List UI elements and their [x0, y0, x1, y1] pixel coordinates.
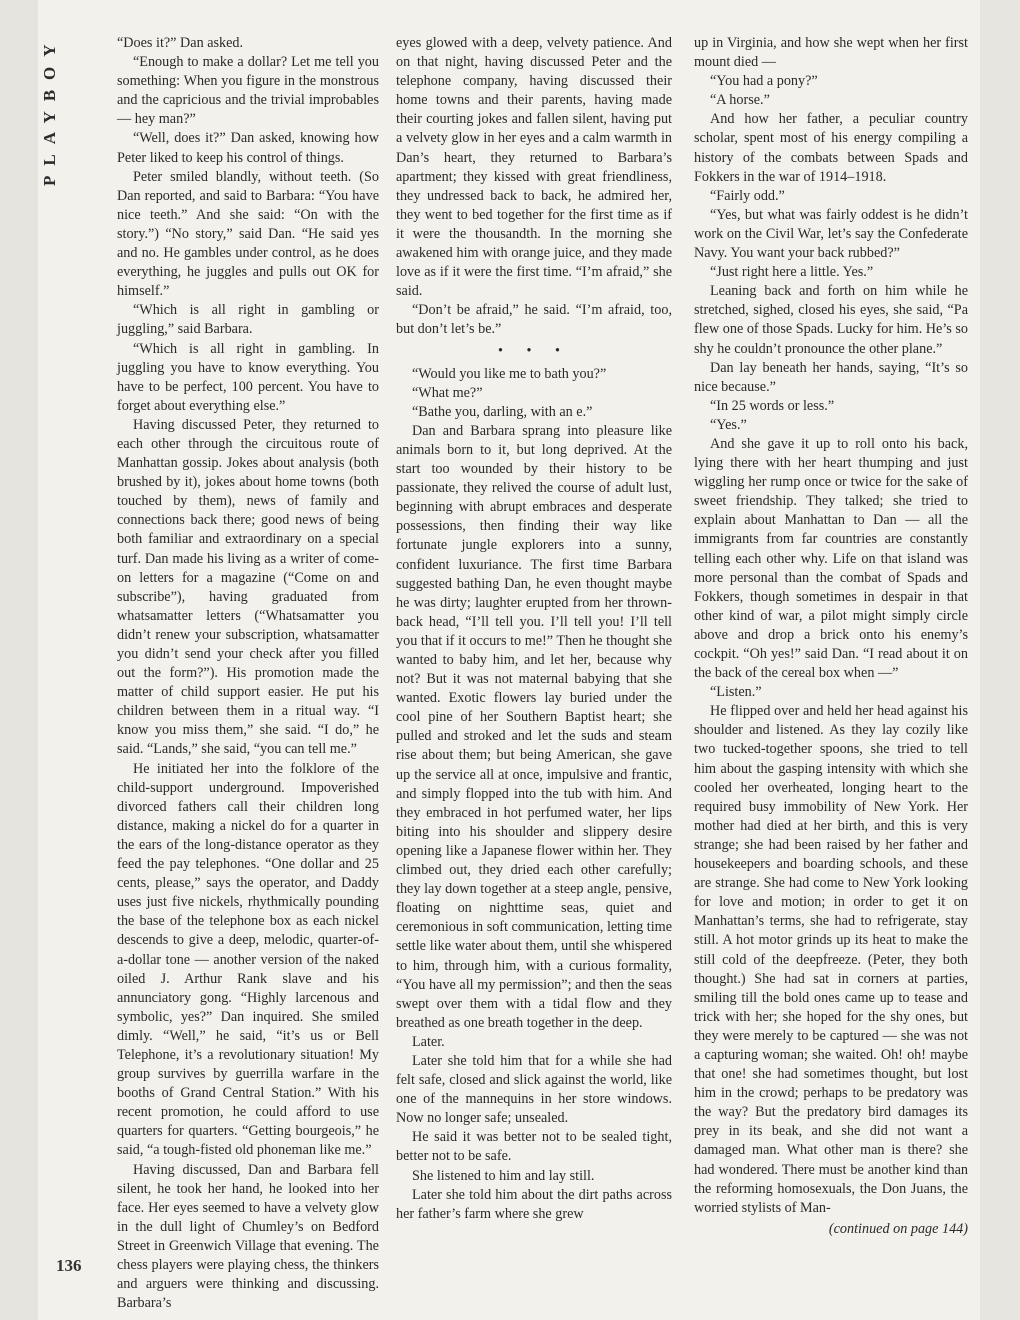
paragraph: And how her father, a peculiar country scholar, spent most of his energy compiling a history of the combats between Spads and Fokkers in the war of 1914–1918. — [694, 111, 968, 185]
paragraph: Having discussed, Dan and Barbara fell silent, he took her hand, he looked into her face. Her eyes seemed to have a velvety glow in the dull light of Chumley’s on Bedford Street in Greenwich Village that evening. The chess players were playing chess, the thinkers and arguers were thinking and discussing. Barbara’s — [117, 1161, 379, 1312]
paragraph: “Fairly odd.” — [710, 187, 785, 204]
paragraph: Dan and Barbara sprang into pleasure like animals born to it, but long deprived. At the start too wounded by their history to be passionate, they relived the course of adult lust, beginning with abrupt embraces and desperate possessions, then finding their way like fortunate jungle explorers into a sunny, confident luxuriance. The first time Barbara suggested bathing Dan, he even thought maybe he was dirty; laughter erupted from her thrown-back head, “I’ll tell you. I’ll tell you! I’ll tell you that if it occurs to me!” Then he thought she wanted to baby him, and let her, because why not? But it was not maternal babying that she wanted. Exotic flowers lay buried under the cool pine of her Southern Baptist heart; she pulled and stroked and let the suds and steam rise about them; but being American, she gave up the service all at once, impulsive and frantic, and simply flopped into the tub with him. And they embraced in hot perfumed water, her lips biting into his shoulder and slippery desire opening like a Japanese flower within her. They climbed out, they dried each other carefully; they lay down together at a steep angle, pensive, floating on nighttime seas, quiet and ceremonious in soft communication, letting time settle like water about them, until she whispered to him, through him, with a curious formality, “You have all my permission”; and then the seas swept over them with a tidal flow and they breathed as one breath together in the deep. — [396, 422, 672, 1031]
paragraph: Dan lay beneath her hands, saying, “It’s so nice because.” — [694, 359, 968, 395]
paragraph: Later. — [412, 1033, 445, 1050]
paragraph: Peter smiled blandly, without teeth. (So Dan reported, and said to Barbara: “You have nice teeth.” And she said: “On with the story.”) “No story,” said Dan. “He said yes and no. He gambles under control, as he does everything, he juggles and pulls out OK for himself.” — [117, 168, 379, 300]
paragraph: And she gave it up to roll onto his back, lying there with her heart thumping and just wiggling her rump once or twice for the sake of sweet friendship. They talked; she tried to explain about Manhattan to Dan — all the immigrants from far countries are constantly telling each other why. Life on that island was more personal than the combat of Spads and Fokkers, though sometimes in despair in that other kind of war, a pilot might simply circle above and drop a brick onto his enemy’s cockpit. “Oh yes!” said Dan. “I read about it on the back of the cereal box when —” — [694, 435, 968, 682]
paragraph: Later she told him that for a while she had felt safe, closed and slick against the world, like one of the mannequins in her store windows. Now no longer safe; unsealed. — [396, 1052, 672, 1127]
right-margin — [980, 0, 1020, 1320]
masthead-vertical: PLAYBOY — [40, 34, 59, 186]
paragraph: “What me?” — [412, 384, 483, 401]
paragraph: Leaning back and forth on him while he stretched, sighed, closed his eyes, she said, “Pa flew one of those Spads. Lucky for him. He’s so shy he couldn’t pronounce the other plane.” — [694, 283, 968, 357]
paragraph: “In 25 words or less.” — [710, 397, 835, 414]
paragraph: “A horse.” — [710, 92, 770, 109]
paragraph: “Bathe you, darling, with an e.” — [412, 403, 593, 420]
paragraph: He initiated her into the folklore of the child-support underground. Impoverished divorced fathers call their children long distance, making a nickel do for a quarter in the ears of the long-distance operator as they feed the pay telephones. “One dollar and 25 cents, please,” says the operator, and Daddy uses just five nickels, rhythmically pounding the base of the telephone box as each nickel descends to give a deep, melodic, quarter-of-a-dollar tone — another version of the naked oiled J. Arthur Rank slave and his annunciatory gong. “Highly larcenous and symbolic, yes?” Dan inquired. She smiled dimly. “Well,” he said, “it’s us or Bell Telephone, it’s a revolutionary situation! My group survives by guerrilla warfare in the booths of Grand Central Station.” With his recent promotion, he could afford to use quarters for quarters. “Getting bourgeois,” he said, “a tough-fisted old phoneman like me.” — [117, 760, 379, 1159]
paragraph: He flipped over and held her head against his shoulder and listened. As they lay cozily like two tucked-together spoons, she tried to tell him about the gasping intensity with which she cooled her overheated, longing heart to the required busy immobility of New York. Her mother had died at her birth, and this is very strange; she had been raised by her father and housekeepers and boarding schools, and these are strange. She had come to New York looking for love and motion; in order to get it on Manhattan’s terms, she had to refrigerate, stay still. A hot motor grinds up its heat to make the still cold of the deepfreeze. (Peter, they both thought.) She had sat in corners at parties, smiling till the bold ones came up to tease and trick with her; she hoped for the shy ones, but they were merely to be captured — she was not a capturing woman; she waited. Oh! oh! maybe that one! she had sometimes thought, but lost him in the crowd; perhaps to be predatory was the way? But the predatory bird damages its prey in its beak, and she did not want a damaged man. What other man is there? she had wondered. There must be another kind than the reforming homosexuals, the Don Juans, the worried stylists of Man- — [694, 703, 968, 1216]
paragraph: “Would you like me to bath you?” — [412, 365, 607, 382]
paragraph: “Enough to make a dollar? Let me tell you something: When you figure in the monstrous and the capricious and the trivial improbables — hey man?” — [117, 54, 379, 128]
paragraph: Later she told him about the dirt paths across her father’s farm where she grew — [396, 1186, 672, 1222]
paragraph: “Don’t be afraid,” he said. “I’m afraid, too, but don’t let’s be.” — [396, 302, 672, 338]
section-separator: • • • — [498, 342, 570, 359]
paragraph: “Yes.” — [710, 416, 747, 433]
paragraph: “Which is all right in gambling. In juggling you have to know everything. You have to be perfect, 100 percent. You have to forget about everything else.” — [117, 340, 379, 414]
paragraph: Having discussed Peter, they returned to each other through the circuitous route of Manhattan gossip. Jokes about analysis (both brushed by it), jokes about home towns (both touched by them), news of family and connections back there; good news of being both familiar and extraordinary on a special turf. Dan made his living as a writer of come-on letters for a magazine (“Come on and subscribe”), having graduated from whatsamatter letters (“Whatsamatter you didn’t renew your subscription, whatsamatter you didn’t send your check after you filled out the form?”). His promotion made the matter of child support easier. He put his children between them in a ritual way. “I know you miss them,” she said. “I do,” he said. “Lands,” she said, “you can tell me.” — [117, 416, 379, 758]
paragraph: She listened to him and lay still. — [412, 1167, 595, 1184]
paragraph-continued: up in Virginia, and how she wept when her first mount died — — [694, 35, 968, 71]
paragraph: “Does it?” Dan asked. — [117, 35, 244, 51]
left-margin — [0, 0, 38, 1320]
page-number: 136 — [56, 1256, 82, 1275]
paragraph: “Listen.” — [710, 684, 762, 701]
paragraph-continued: eyes glowed with a deep, velvety patience. And on that night, having discussed Peter and the telephone company, having discussed their home towns and their parents, having made their courting jokes and fallen silent, having put a velvety glow in her eyes and a calm warmth in Dan’s heart, they returned to Barbara’s apartment; they kissed with great friendliness, they undressed back to back, he admired her, they went to bed together for the first time as if it were the thousandth. In the morning she awakened him with orange juice, and they made love as if it were the first time. “I’m afraid,” she said. — [396, 35, 672, 300]
column-1 — [117, 34, 379, 1312]
continued-notice: (continued on page 144) — [828, 1220, 968, 1237]
paragraph: He said it was better not to be sealed tight, better not to be safe. — [396, 1129, 672, 1165]
paragraph: “Which is all right in gambling or juggling,” said Barbara. — [117, 302, 379, 338]
paragraph: “Just right here a little. Yes.” — [710, 264, 874, 281]
paragraph: “Well, does it?” Dan asked, knowing how Peter liked to keep his control of things. — [117, 130, 379, 166]
column-2 — [396, 34, 672, 1279]
paragraph: “Yes, but what was fairly oddest is he didn’t work on the Civil War, let’s say the Confederate Navy. You want your back rubbed?” — [694, 206, 968, 262]
column-3 — [694, 34, 968, 1279]
paragraph: “You had a pony?” — [710, 73, 818, 90]
